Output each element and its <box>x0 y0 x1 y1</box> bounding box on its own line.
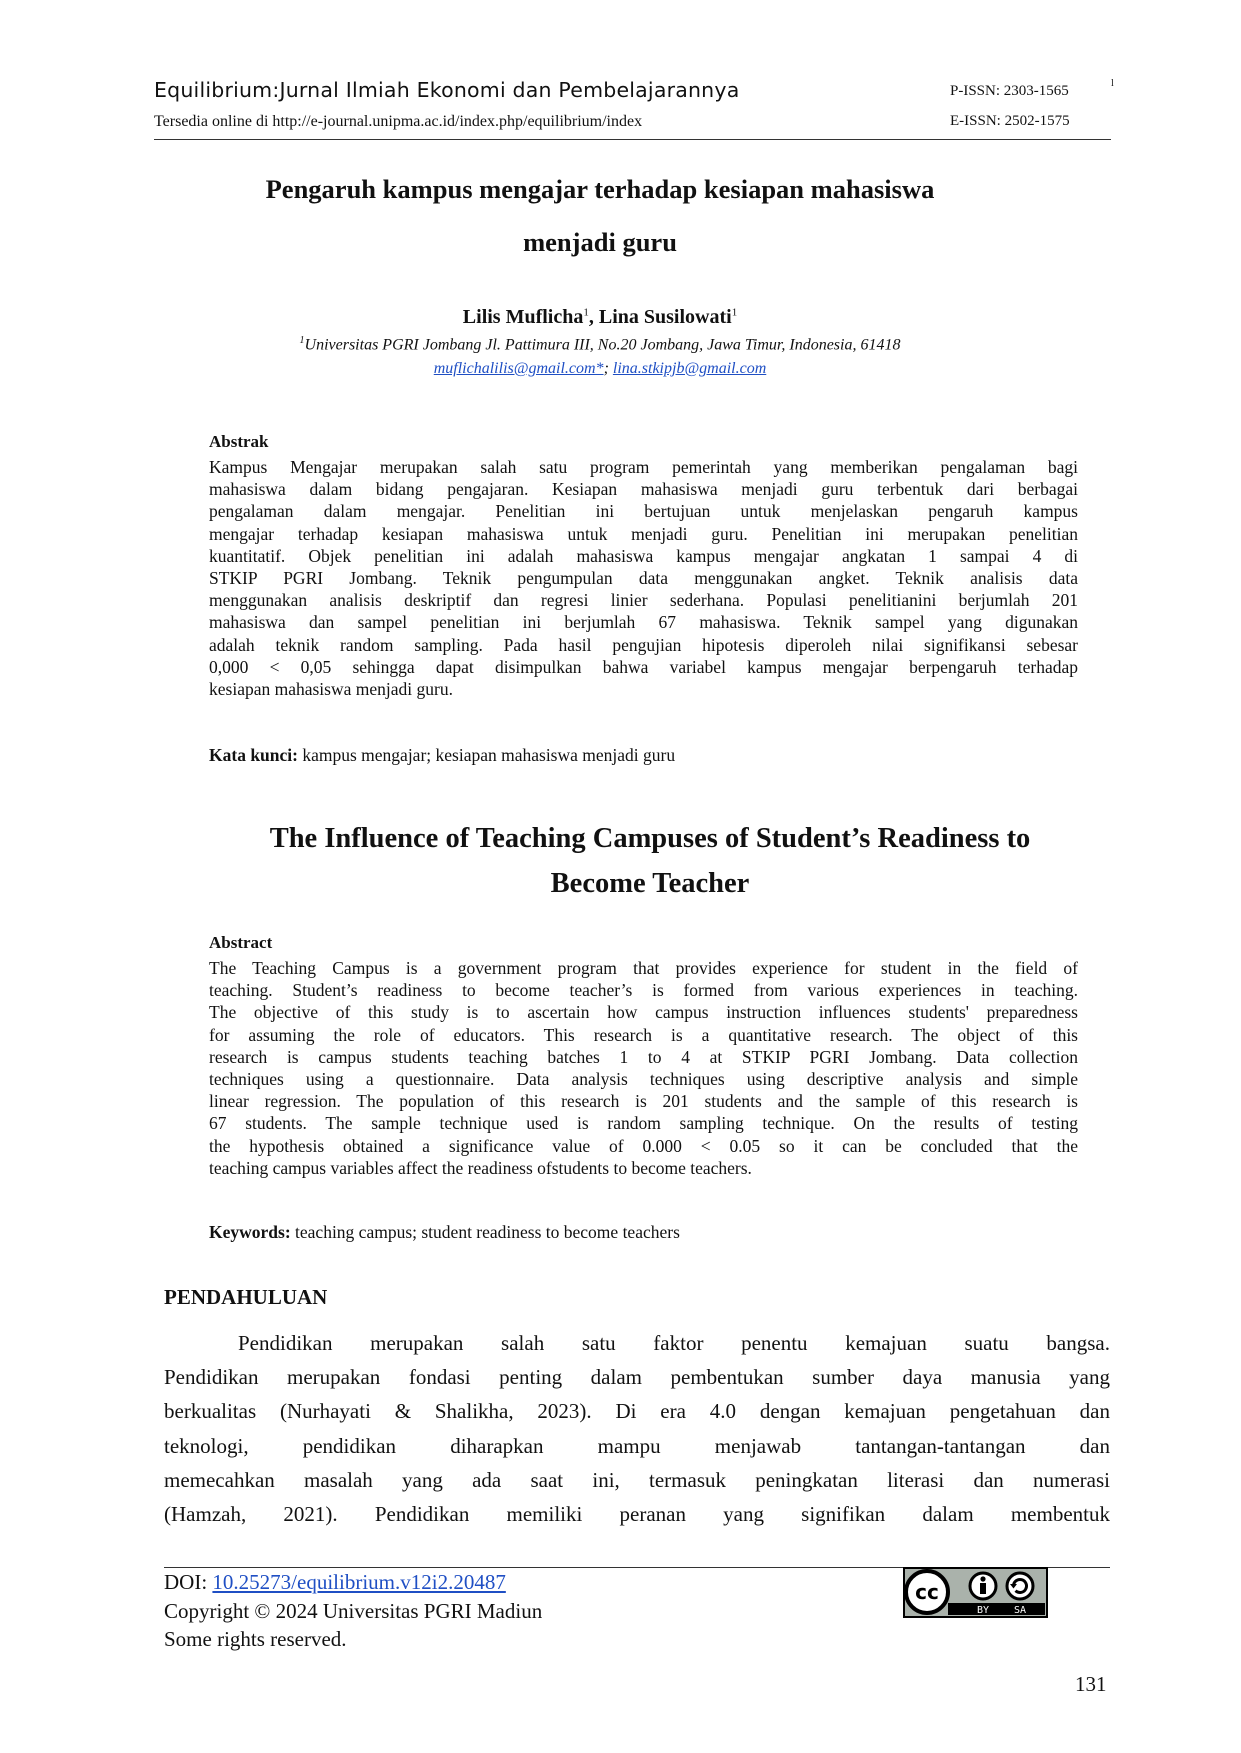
journal-name: Equilibrium:Jurnal Ilmiah Ekonomi dan Pembelajarannya <box>154 78 740 102</box>
email-link-2[interactable]: lina.stkipjb@gmail.com <box>612 360 767 377</box>
author-separator: , <box>588 306 599 328</box>
body-line: Pendidikan merupakan salah satu faktor penentu kemajuan suatu bangsa. <box>238 1331 1110 1355</box>
abstract-line: research is campus students teaching batches 1 to 4 at STKIP PGRI Jombang. Data collection <box>209 1046 1078 1067</box>
abstrak-body <box>209 456 1078 700</box>
abstract-body <box>209 957 1078 1179</box>
abstract-line: linear regression. The population of this research is 201 students and the sample of this research is <box>209 1091 1078 1112</box>
abstrak-line: kesiapan mahasiswa menjadi guru. <box>209 678 453 699</box>
abstrak-line: pengalaman dalam mengajar. Penelitian ini bertujuan untuk menjelaskan pengaruh kampus <box>209 501 1078 522</box>
copyright-line: Copyright © 2024 Universitas PGRI Madiun <box>164 1599 543 1623</box>
author-2-affiliation-mark: 1 <box>731 306 738 319</box>
abstract-line: teaching. Student’s readiness to become teacher’s is formed from various experiences in teaching. <box>209 980 1078 1001</box>
abstract-line: teaching campus variables affect the readiness ofstudents to become teachers. <box>209 1157 752 1178</box>
online-availability-line: Tersedia online di http://e-journal.unipma.ac.id/index.php/equilibrium/index <box>154 113 643 130</box>
author-emails <box>150 360 1050 378</box>
body-line: memecahkan masalah yang ada saat ini, termasuk peningkatan literasi dan numerasi <box>164 1467 1110 1492</box>
doi-label: DOI: <box>164 1570 213 1594</box>
affiliation-mark: 1 <box>299 335 305 346</box>
share-alike-icon <box>1007 1573 1033 1599</box>
abstrak-line: menggunakan analisis deskriptif dan regresi linier sederhana. Populasi penelitianini berjumlah 201 <box>209 590 1078 611</box>
abstrak-line: mahasiswa dalam bidang pengajaran. Kesiapan mahasiswa menjadi guru terbentuk dari berbagai <box>209 479 1078 500</box>
article-title-id-line-1: Pengaruh kampus mengajar terhadap kesiapan mahasiswa <box>265 174 935 204</box>
abstrak-line: Kampus Mengajar merupakan salah satu program pemerintah yang memberikan pengalaman bagi <box>209 457 1078 477</box>
abstract-line: for assuming the role of educators. This research is a quantitative research. The object of this <box>209 1024 1078 1045</box>
page-number: 131 <box>1075 1672 1107 1696</box>
abstract-line: 67 students. The sample technique used is random sampling technique. On the results of testing <box>209 1113 1078 1134</box>
abstrak-line: mengajar terhadap kesiapan mahasiswa untuk menjadi guru. Penelitian ini merupakan penelitian <box>209 523 1078 544</box>
abstract-heading: Abstract <box>209 933 273 952</box>
article-title-en-line-2: Become Teacher <box>550 868 750 899</box>
doi-line <box>164 1570 506 1595</box>
author-1-affiliation-mark: 1 <box>583 306 589 319</box>
kata-kunci-text: kampus mengajar; kesiapan mahasiswa menjadi guru <box>297 745 676 765</box>
body-paragraph <box>164 1326 1110 1531</box>
rights-line: Some rights reserved. <box>164 1627 347 1651</box>
abstract-line: techniques using a questionnaire. Data analysis techniques using descriptive analysis and simple <box>209 1068 1078 1089</box>
keywords-text: teaching campus; student readiness to become teachers <box>290 1222 680 1242</box>
keywords <box>209 1222 680 1243</box>
header-divider <box>154 139 1111 140</box>
affiliation <box>150 335 1050 354</box>
email-separator: ; <box>603 360 613 377</box>
issn-online: E-ISSN: 2502-1575 <box>950 113 1070 129</box>
abstrak-line: 0,000 < 0,05 sehingga dapat disimpulkan bahwa variabel kampus mengajar berpengaruh terhadap <box>209 656 1078 677</box>
abstrak-line: mahasiswa dan sampel penelitian ini berjumlah 67 mahasiswa. Teknik sampel yang digunakan <box>209 612 1078 633</box>
kata-kunci-label: Kata kunci: <box>209 745 298 765</box>
body-line: Pendidikan merupakan fondasi penting dalam pembentukan sumber daya manusia yang <box>164 1365 1110 1390</box>
author-1: Lilis Muflicha <box>462 306 584 328</box>
cc-by-sa-license-badge[interactable] <box>903 1567 1048 1618</box>
keywords-label: Keywords: <box>209 1222 291 1242</box>
body-line: teknologi, pendidikan diharapkan mampu menjawab tantangan-tantangan dan <box>164 1433 1110 1458</box>
article-title-id-line-2: menjadi guru <box>523 227 677 257</box>
affiliation-text: Universitas PGRI Jombang Jl. Pattimura III, No.20 Jombang, Jawa Timur, Indonesia, 61418 <box>304 336 901 354</box>
body-line: (Hamzah, 2021). Pendidikan memiliki peranan yang signifikan dalam membentuk <box>164 1501 1110 1526</box>
abstrak-heading: Abstrak <box>209 432 269 451</box>
authors <box>150 306 1050 329</box>
author-2: Lina Susilowati <box>598 306 732 328</box>
email-link-1[interactable]: muflichalilis@gmail.com* <box>433 360 604 377</box>
abstrak-line: kuantitatif. Objek penelitian ini adalah mahasiswa kampus mengajar angkatan 1 sampai 4 di <box>209 545 1078 566</box>
abstract-line: The Teaching Campus is a government program that provides experience for student in the field of <box>209 958 1078 978</box>
abstrak-line: adalah teknik random sampling. Pada hasil pengujian hipotesis diperoleh nilai signifikansi sebesar <box>209 634 1078 655</box>
cc-icon-text: cc <box>915 1580 939 1604</box>
doi-link[interactable]: 10.25273/equilibrium.v12i2.20487 <box>212 1570 506 1594</box>
by-label: BY <box>976 1605 990 1616</box>
issn-print: P-ISSN: 2303-1565 <box>950 83 1069 99</box>
body-line: berkualitas (Nurhayati & Shalikha, 2023). Di era 4.0 dengan kemajuan pengetahuan dan <box>164 1399 1110 1424</box>
kata-kunci <box>209 745 675 766</box>
abstract-line: the hypothesis obtained a significance value of 0.000 < 0.05 so it can be concluded that the <box>209 1135 1078 1156</box>
header-mark: l <box>1111 78 1114 89</box>
section-heading: PENDAHULUAN <box>164 1285 328 1309</box>
abstrak-line: STKIP PGRI Jombang. Teknik pengumpulan data menggunakan angket. Teknik analisis data <box>209 567 1078 588</box>
sa-label: SA <box>1013 1605 1027 1616</box>
article-title-en-line-1: The Influence of Teaching Campuses of Student’s Readiness to <box>269 823 1031 854</box>
abstract-line: The objective of this study is to ascertain how campus instruction influences students' preparedness <box>209 1002 1078 1023</box>
